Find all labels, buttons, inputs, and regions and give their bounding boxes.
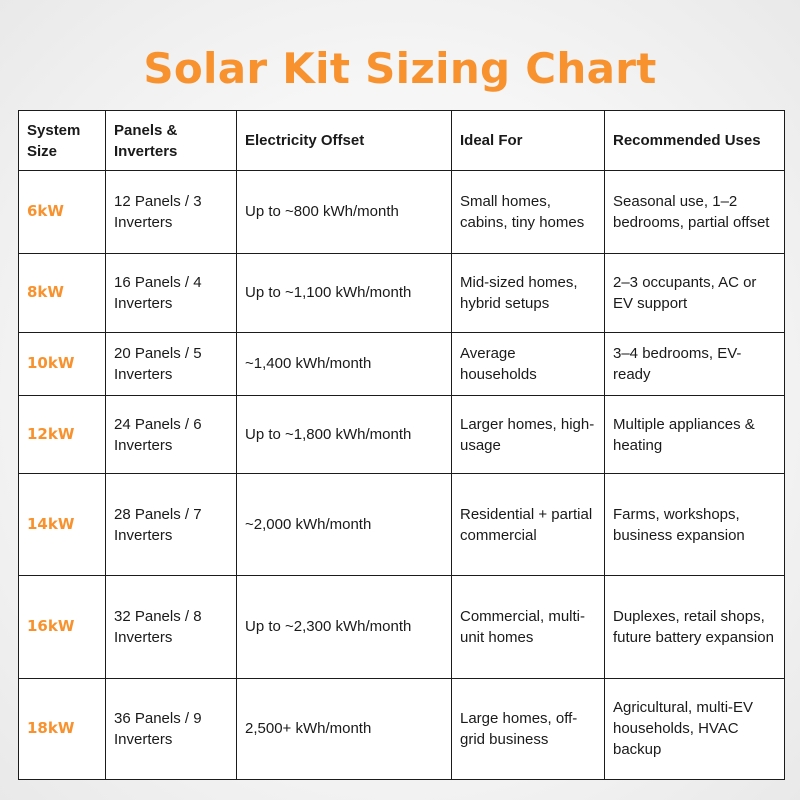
system-size-cell: 14kW (19, 474, 106, 575)
system-size-cell: 18kW (19, 678, 106, 779)
header-recommended-uses: Recommended Uses (605, 111, 785, 171)
ideal-for-cell: Commercial, multi-unit homes (452, 575, 605, 678)
page-title: Solar Kit Sizing Chart (143, 44, 657, 93)
table-row (19, 253, 785, 332)
system-size-cell: 10kW (19, 332, 106, 395)
system-size-cell: 8kW (19, 253, 106, 332)
header-ideal-for: Ideal For (452, 111, 605, 171)
offset-cell: ~1,400 kWh/month (237, 332, 452, 395)
ideal-for-cell: Larger homes, high-usage (452, 395, 605, 474)
sizing-table (18, 110, 785, 780)
panels-cell: 12 Panels / 3 Inverters (106, 171, 237, 254)
ideal-for-cell: Large homes, off-grid business (452, 678, 605, 779)
recommended-uses-cell: Agricultural, multi-EV households, HVAC backup (605, 678, 785, 779)
panels-cell: 20 Panels / 5 Inverters (106, 332, 237, 395)
recommended-uses-cell: Multiple appliances & heating (605, 395, 785, 474)
offset-cell: Up to ~1,100 kWh/month (237, 253, 452, 332)
system-size-cell: 6kW (19, 171, 106, 254)
recommended-uses-cell: 3–4 bedrooms, EV-ready (605, 332, 785, 395)
offset-cell: Up to ~800 kWh/month (237, 171, 452, 254)
recommended-uses-cell: Duplexes, retail shops, future battery expansion (605, 575, 785, 678)
header-system-size: System Size (19, 111, 106, 171)
offset-cell: Up to ~1,800 kWh/month (237, 395, 452, 474)
system-size-cell: 16kW (19, 575, 106, 678)
system-size-cell: 12kW (19, 395, 106, 474)
ideal-for-cell: Average households (452, 332, 605, 395)
table-row (19, 171, 785, 254)
table-row (19, 395, 785, 474)
panels-cell: 28 Panels / 7 Inverters (106, 474, 237, 575)
ideal-for-cell: Mid-sized homes, hybrid setups (452, 253, 605, 332)
offset-cell: 2,500+ kWh/month (237, 678, 452, 779)
panels-cell: 24 Panels / 6 Inverters (106, 395, 237, 474)
table-row (19, 474, 785, 575)
recommended-uses-cell: Farms, workshops, business expansion (605, 474, 785, 575)
recommended-uses-cell: Seasonal use, 1–2 bedrooms, partial offset (605, 171, 785, 254)
offset-cell: Up to ~2,300 kWh/month (237, 575, 452, 678)
header-panels-inverters: Panels & Inverters (106, 111, 237, 171)
table-row (19, 575, 785, 678)
table-row (19, 332, 785, 395)
offset-cell: ~2,000 kWh/month (237, 474, 452, 575)
panels-cell: 16 Panels / 4 Inverters (106, 253, 237, 332)
panels-cell: 32 Panels / 8 Inverters (106, 575, 237, 678)
ideal-for-cell: Small homes, cabins, tiny homes (452, 171, 605, 254)
table-row (19, 678, 785, 779)
recommended-uses-cell: 2–3 occupants, AC or EV support (605, 253, 785, 332)
header-electricity-offset: Electricity Offset (237, 111, 452, 171)
panels-cell: 36 Panels / 9 Inverters (106, 678, 237, 779)
table-header-row (19, 111, 785, 171)
ideal-for-cell: Residential + partial commercial (452, 474, 605, 575)
